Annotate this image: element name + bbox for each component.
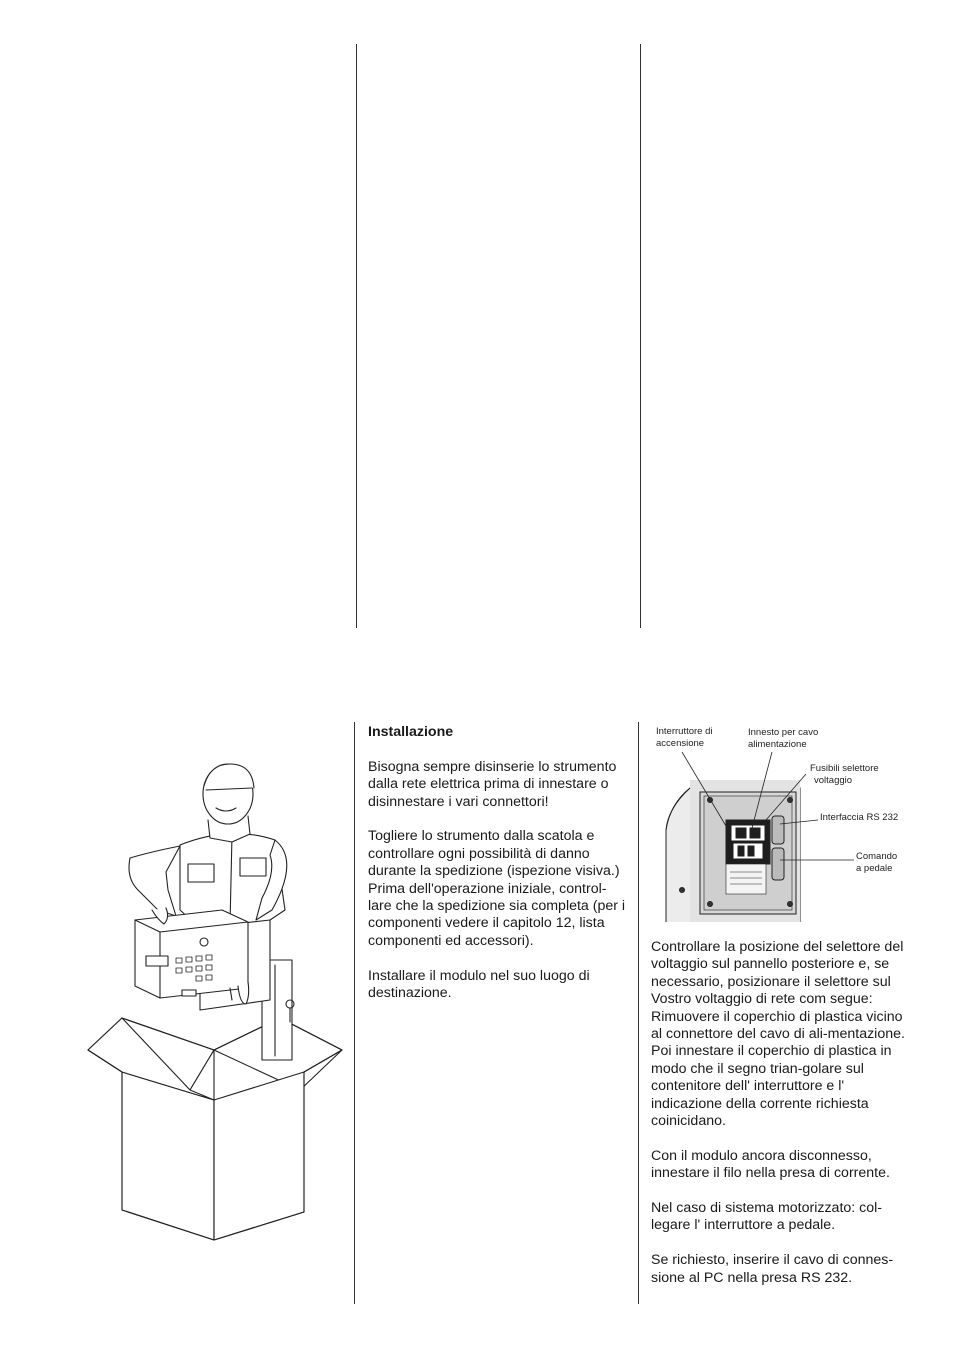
paragraph-unpack-inspect: Togliere lo strumento dalla scatola e controllare ogni possibilità di danno durante la spedizione (ispezione visiva.) Prima dell'operazione iniziale, control-lare che la spedizione sia completa (per i componenti vedere il capitolo 12, lista componenti ed accessori). xyxy=(368,828,626,949)
paragraph-power-cable: Con il modulo ancora disconnesso, innestare il filo nella presa di corrente. xyxy=(651,1147,890,1182)
bottom-column-divider-right xyxy=(638,722,639,1304)
top-column-divider-right xyxy=(640,44,641,628)
top-column-divider-left xyxy=(356,44,357,628)
callout-power-switch: Interruttore di accensione xyxy=(656,726,713,749)
bottom-column-divider-left xyxy=(354,722,355,1304)
rear-panel-diagram xyxy=(660,724,920,924)
section-heading: Installazione xyxy=(368,724,454,740)
paragraph-voltage-selector: Controllare la posizione del selettore del voltaggio sul pannello posteriore e, se necessario, posizionare il selettore sul Vostro voltaggio di rete com segue: Rimuovere il coperchio di plastica vicino al connettore del cavo di ali-mentazione. Poi innestare il coperchio di plastica in modo che il segno trian-golare sul contenitore dell' interruttore e l' indicazione della corrente richiesta coinicidano. xyxy=(651,939,905,1130)
callout-fuses: Fusibili selettore voltaggio xyxy=(810,763,879,786)
paragraph-rs232: Se richiesto, inserire il cavo di connes-sione al PC nella presa RS 232. xyxy=(651,1252,894,1286)
middle-column-text xyxy=(368,724,630,1020)
unpacking-illustration xyxy=(80,760,350,1250)
right-column-text xyxy=(651,939,913,1304)
paragraph-install-location: Installare il modulo nel suo luogo di destinazione. xyxy=(368,967,590,1002)
callout-rs232: Interfaccia RS 232 xyxy=(820,812,899,823)
paragraph-disconnect-warning: Bisogna sempre disinserie lo strumento dalla rete elettrica prima di innestare o disinnestare i vari connettori! xyxy=(368,758,617,810)
callout-pedal: Comando a pedale xyxy=(856,851,898,874)
paragraph-pedal-switch: Nel caso di sistema motorizzato: col-legare l' interruttore a pedale. xyxy=(651,1200,883,1234)
callout-power-cable: Innesto per cavo alimentazione xyxy=(748,727,819,750)
